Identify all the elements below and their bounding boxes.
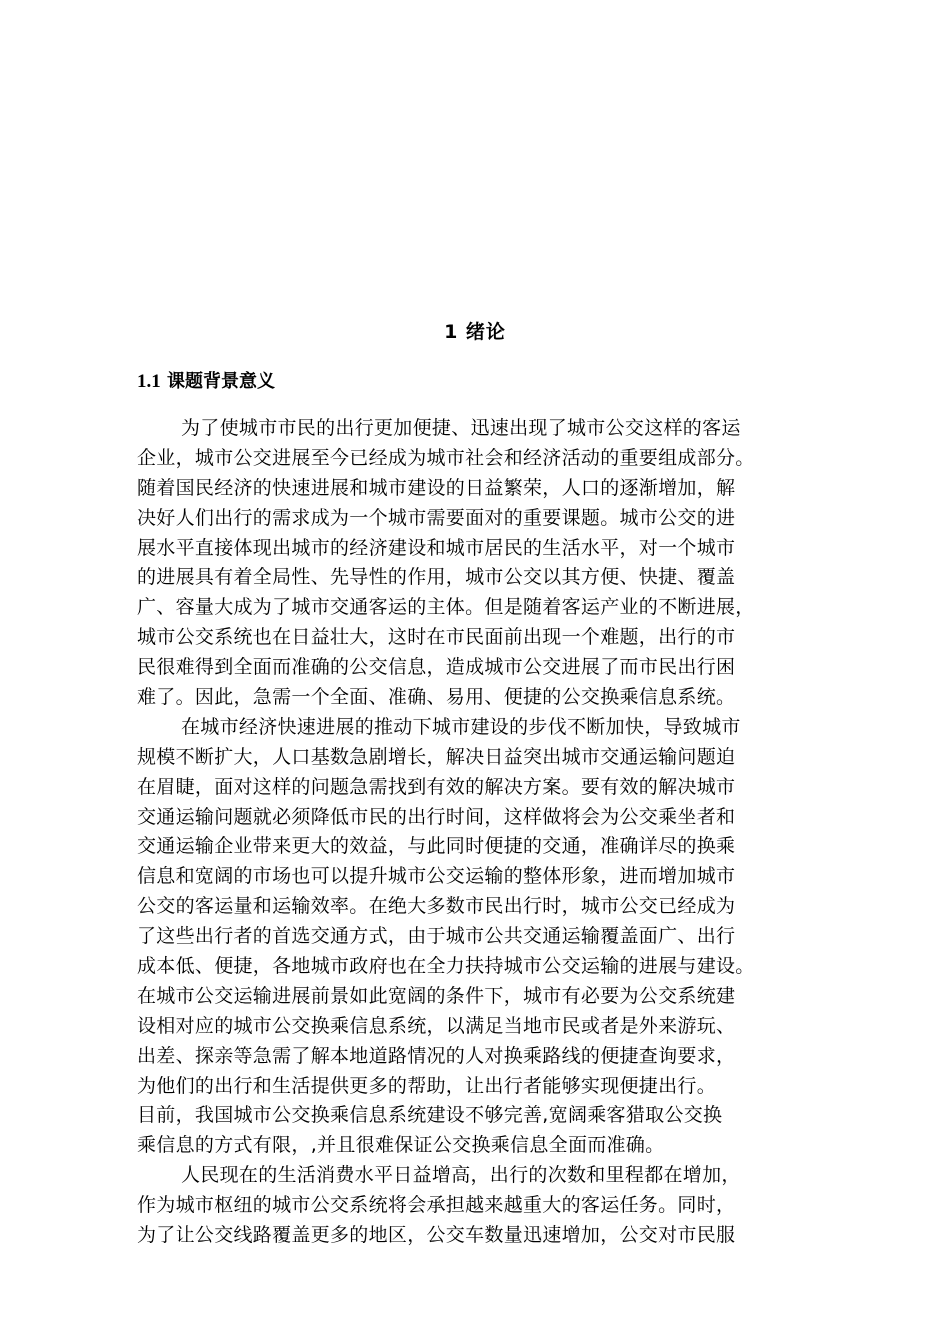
text-line: 难了。因此，急需一个全面、准确、易用、便捷的公交换乘信息系统。 bbox=[137, 686, 736, 709]
text-line: 设相对应的城市公交换乘信息系统，以满足当地市民或者是外来游玩、 bbox=[137, 1014, 736, 1037]
text-line: 出差、探亲等急需了解本地道路情况的人对换乘路线的便捷查询要求， bbox=[137, 1044, 736, 1067]
text-line: 城市公交系统也在日益壮大，这时在市民面前出现一个难题，出行的市 bbox=[137, 626, 736, 649]
text-line: 为他们的出行和生活提供更多的帮助，让出行者能够实现便捷出行。 bbox=[137, 1074, 717, 1097]
text-line: 了这些出行者的首选交通方式，由于城市公共交通运输覆盖面广、出行 bbox=[137, 925, 736, 948]
text-line: 在城市公交运输进展前景如此宽阔的条件下，城市有必要为公交系统建 bbox=[137, 984, 736, 1007]
text-line: 人民现在的生活消费水平日益增高，出行的次数和里程都在增加， bbox=[181, 1164, 741, 1187]
text-line: 交通运输企业带来更大的效益，与此同时便捷的交通，准确详尽的换乘 bbox=[137, 835, 736, 858]
text-line: 成本低、便捷，各地城市政府也在全力扶持城市公交运输的进展与建设。 bbox=[137, 955, 755, 978]
section-heading bbox=[137, 368, 275, 396]
text-line: 在城市经济快速进展的推动下城市建设的步伐不断加快，导致城市 bbox=[181, 715, 741, 738]
text-line: 决好人们出行的需求成为一个城市需要面对的重要课题。城市公交的进 bbox=[137, 506, 736, 529]
text-line: 民很难得到全面而准确的公交信息，造成城市公交进展了而市民出行困 bbox=[137, 656, 736, 679]
text-line: 乘信息的方式有限，,并且很难保证公交换乘信息全面而准确。 bbox=[137, 1134, 665, 1157]
text-line: 作为城市枢纽的城市公交系统将会承担越来越重大的客运任务。同时， bbox=[137, 1194, 736, 1217]
text-line: 广、容量大成为了城市交通客运的主体。但是随着客运产业的不断进展， bbox=[137, 596, 755, 619]
text-line: 企业，城市公交进展至今已经成为城市社会和经济活动的重要组成部分。 bbox=[137, 446, 755, 469]
body-text bbox=[137, 414, 853, 1251]
text-line: 公交的客运量和运输效率。在绝大多数市民出行时，城市公交已经成为 bbox=[137, 895, 736, 918]
text-line: 随着国民经济的快速进展和城市建设的日益繁荣，人口的逐渐增加，解 bbox=[137, 476, 736, 499]
text-line: 为了让公交线路覆盖更多的地区，公交车数量迅速增加，公交对市民服 bbox=[137, 1224, 736, 1247]
text-line: 在眉睫，面对这样的问题急需找到有效的解决方案。要有效的解决城市 bbox=[137, 775, 736, 798]
text-line: 目前，我国城市公交换乘信息系统建设不够完善,宽阔乘客猎取公交换 bbox=[137, 1104, 723, 1127]
text-line: 的进展具有着全局性、先导性的作用，城市公交以其方便、快捷、覆盖 bbox=[137, 566, 736, 589]
chapter-title: 1 绪论 bbox=[444, 321, 506, 343]
section-title: 课题背景意义 bbox=[167, 371, 276, 392]
text-line: 展水平直接体现出城市的经济建设和城市居民的生活水平，对一个城市 bbox=[137, 536, 736, 559]
text-line: 交通运输问题就必须降低市民的出行时间，这样做将会为公交乘坐者和 bbox=[137, 805, 736, 828]
text-line: 为了使城市市民的出行更加便捷、迅速出现了城市公交这样的客运 bbox=[181, 417, 741, 439]
section-number: 1.1 bbox=[137, 371, 161, 392]
text-line: 规模不断扩大，人口基数急剧增长，解决日益突出城市交通运输问题迫 bbox=[137, 745, 736, 768]
text-line: 信息和宽阔的市场也可以提升城市公交运输的整体形象，进而增加城市 bbox=[137, 865, 736, 888]
